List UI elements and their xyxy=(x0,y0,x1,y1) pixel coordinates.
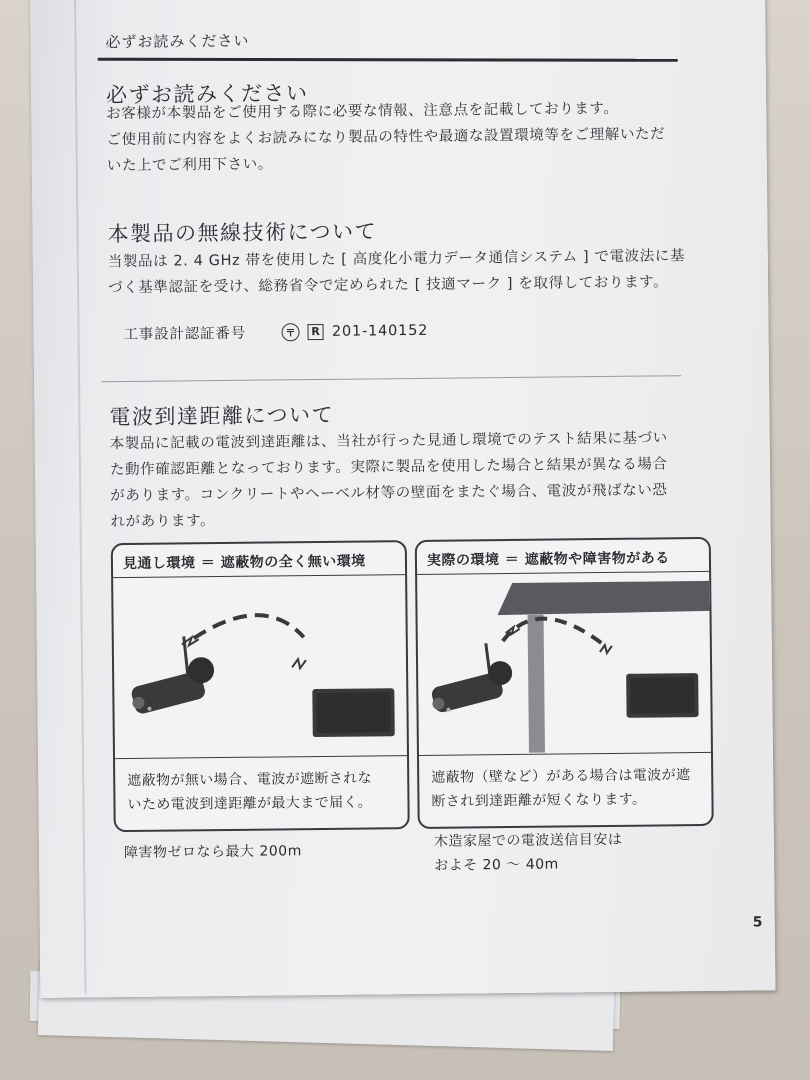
panel-real-environment xyxy=(415,537,714,829)
paragraph-line: お客様が本製品をご使用する際に必要な情報、注意点を記載しております。 xyxy=(106,100,619,123)
signal-zigzag-icon xyxy=(600,645,612,653)
paragraph-wireless xyxy=(108,243,699,301)
panel-caption xyxy=(115,755,408,830)
panel-caption xyxy=(419,752,712,827)
security-camera-icon xyxy=(430,661,513,714)
paragraph-line: 本製品に記載の電波到達距離は、当社が行った見通し環境でのテスト結果に基づい xyxy=(109,430,668,453)
page-number: 5 xyxy=(752,914,763,931)
paragraph-line: れがあります。 xyxy=(110,513,216,531)
paragraph-line: があります。コンクリートやヘーベル材等の壁面をまたぐ場合、電波が飛ばない恐 xyxy=(110,482,668,505)
note-line: 障害物ゼロなら最大 200m xyxy=(123,843,302,862)
cert-label: 工事設計認証番号 xyxy=(123,325,247,344)
giteki-mark-icon: 〒 xyxy=(282,323,300,341)
paragraph-line: 当製品は 2. 4 GHz 帯を使用した [ 高度化小電力データ通信システム ] で電波法に基 xyxy=(107,248,686,271)
paragraph-line: ご使用前に内容をよくお読みになり製品の特性や最適な設置環境等をご理解いただ xyxy=(106,126,666,149)
section-title-wireless: 本製品の無線技術について xyxy=(107,219,378,247)
note-line: 木造家屋での電波送信目安は xyxy=(433,831,623,850)
registered-r-icon: R xyxy=(308,323,324,339)
section-title-range: 電波到達距離について xyxy=(109,402,335,430)
caption-line: 遮蔽物が無い場合、電波が遮断されな xyxy=(127,770,373,790)
paragraph-line: いた上でご利用下さい。 xyxy=(106,156,273,175)
header-rule xyxy=(98,58,678,62)
wall-pillar xyxy=(528,615,545,753)
section-divider xyxy=(101,375,681,382)
manual-page xyxy=(30,0,775,998)
line-of-sight-illustration xyxy=(113,576,407,757)
note-line: およそ 20 ～ 40m xyxy=(434,856,559,874)
caption-line: いため電波到達距離が最大まで届く。 xyxy=(127,794,373,814)
roof xyxy=(497,581,709,615)
panel-heading: 実際の環境 ＝ 遮蔽物や障害物がある xyxy=(417,539,709,575)
note-real-environment xyxy=(434,828,623,878)
certification-row xyxy=(123,320,428,344)
paragraph-line: づく基準認証を受け、総務省令で定められた [ 技適マーク ] を取得しております。 xyxy=(108,274,669,297)
paragraph-range xyxy=(110,425,701,535)
security-camera-icon xyxy=(130,657,215,715)
panel-heading: 見通し環境 ＝ 遮蔽物の全く無い環境 xyxy=(113,542,405,578)
cert-number: 201-140152 xyxy=(331,322,429,340)
section-title-read-first: 必ずお読みください xyxy=(105,81,309,108)
note-line-of-sight xyxy=(124,839,302,865)
real-environment-illustration xyxy=(417,573,711,754)
panel-line-of-sight xyxy=(111,540,410,832)
radio-wave-arc xyxy=(194,615,304,639)
signal-zigzag-icon xyxy=(292,659,306,668)
page-spine xyxy=(74,0,86,993)
paragraph-read-first xyxy=(106,95,697,179)
paragraph-line: た動作確認距離となっております。実際に製品を使用した場合と結果が異なる場合 xyxy=(109,456,668,479)
radio-wave-arc xyxy=(503,618,603,645)
caption-line: 遮蔽物（壁など）がある場合は電波が遮 xyxy=(431,767,691,786)
header-label: 必ずお読みください xyxy=(105,31,250,52)
caption-line: 断され到達距離が短くなります。 xyxy=(431,791,647,810)
